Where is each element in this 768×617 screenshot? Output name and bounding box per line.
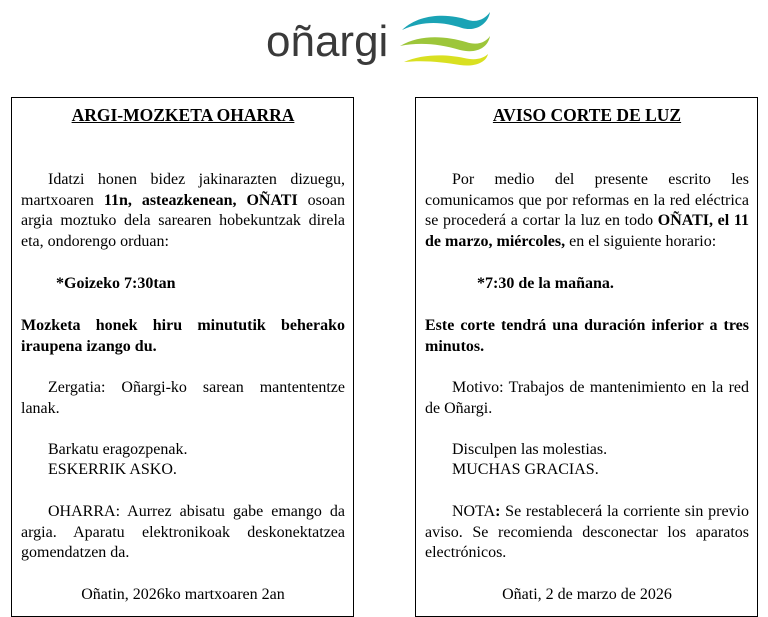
basque-time: *Goizeko 7:30tan (56, 275, 176, 292)
spanish-reason: Motivo: Trabajos de mantenimiento en la red de Oñargi. (425, 379, 749, 417)
basque-notice-title: ARGI-MOZKETA OHARRA (71, 105, 295, 125)
basque-intro: Idatzi honen bidez jakinarazten dizuegu, martxoaren 11n, asteazkenean, OÑATI osoan argia moztuko dela sarearen hobekuntzak direla eta, ondorengo orduan: (21, 171, 345, 250)
basque-duration: Mozketa honek hiru minututik beherako iraupena izango du. (21, 317, 345, 355)
basque-date: Oñatin, 2026ko martxoaren 2an (81, 586, 285, 603)
onargi-logo (266, 8, 494, 70)
spanish-note: NOTA: Se restablecerá la corriente sin previo aviso. Se recomienda desconectar los aparatos electrónicos. (425, 503, 749, 561)
spanish-apology: Disculpen las molestias. (452, 441, 608, 458)
spanish-duration: Este corte tendrá una duración inferior a tres minutos. (425, 317, 749, 355)
spanish-notice-title: AVISO CORTE DE LUZ (492, 105, 682, 125)
wave-logo-icon (396, 10, 494, 68)
spanish-intro: Por medio del presente escrito les comunicamos que por reformas en la red eléctrica se procederá a cortar la luz en todo OÑATI, el 11 de marzo, miércoles, en el siguiente horario: (425, 171, 750, 250)
basque-thanks: ESKERRIK ASKO. (48, 461, 177, 478)
basque-apology: Barkatu eragozpenak. (48, 441, 188, 458)
logo-text: oñargi (266, 17, 389, 66)
spanish-notice (415, 97, 758, 617)
spanish-time: *7:30 de la mañana. (477, 275, 614, 292)
spanish-thanks: MUCHAS GRACIAS. (452, 461, 599, 478)
basque-note: OHARRA: Aurrez abisatu gabe emango da argia. Aparatu elektronikoak deskonektatzea gomendatzen da. (21, 503, 345, 561)
basque-notice (11, 97, 354, 617)
basque-reason: Zergatia: Oñargi-ko sarean mantententze lanak. (21, 379, 345, 417)
spanish-date: Oñati, 2 de marzo de 2026 (502, 586, 672, 603)
